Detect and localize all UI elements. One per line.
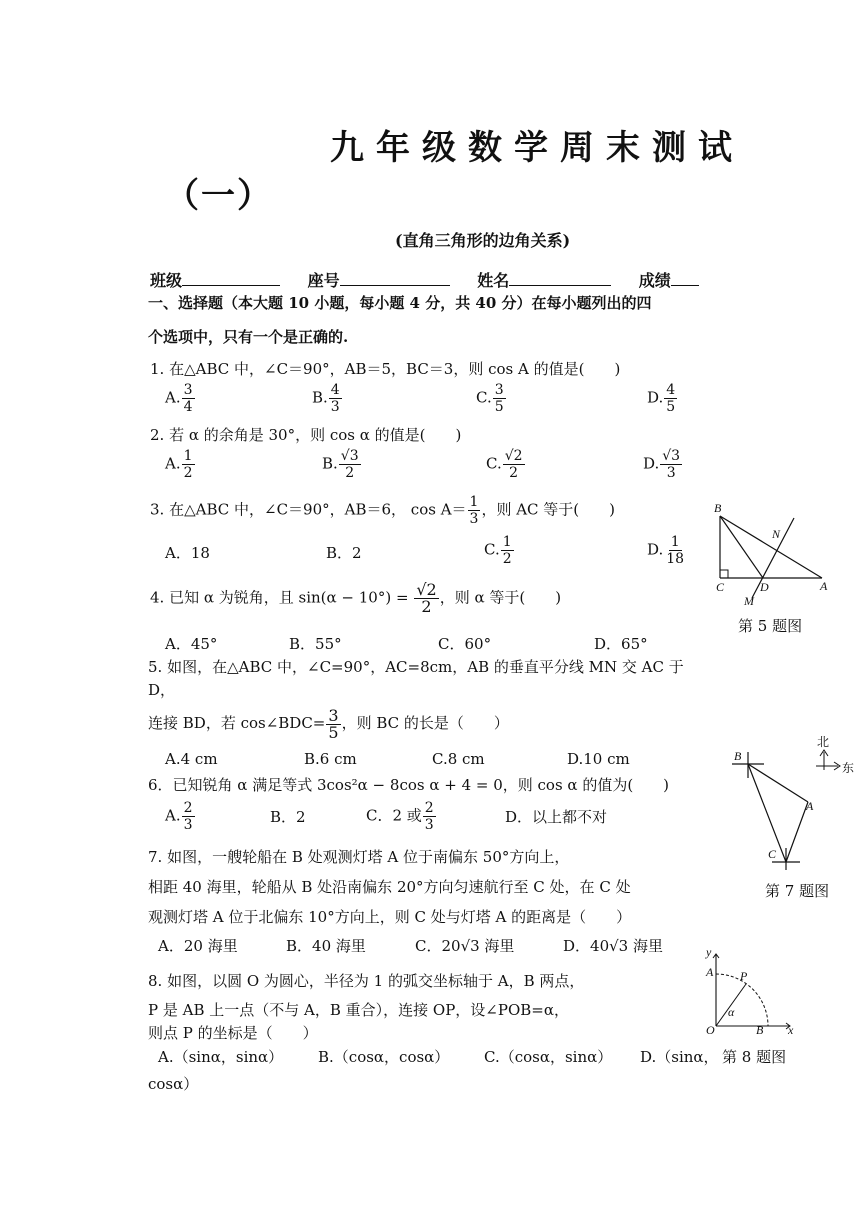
fig7-label-a: A <box>806 799 814 813</box>
q7-option-a[interactable]: A．20 海里 <box>158 937 238 955</box>
q4-stem: 4. 已知 α 为锐角，且 sin(α − 10°) = $\frac{√2}{2}$ ，则 α 等于( ) <box>150 580 562 616</box>
q1-stem: 1. 在△ABC 中，∠C＝90°，AB＝5，BC＝3，则 cos A 的值是( ) <box>150 360 621 378</box>
fig5-label-m: M <box>744 594 754 608</box>
fig5-label-n: N <box>772 527 781 541</box>
q8-option-d-cont: cosα） <box>148 1075 199 1093</box>
q7-option-d[interactable]: D．40√3 海里 <box>563 937 663 955</box>
class-label: 班级 <box>150 271 183 290</box>
q3-option-b[interactable]: B．2 <box>326 544 362 562</box>
q8-stem-line3: 则点 P 的坐标是（ ） <box>148 1024 318 1042</box>
q1-option-c[interactable]: C. $\frac{3}{5}$ <box>476 382 504 415</box>
q4-option-c[interactable]: C．60° <box>438 635 492 653</box>
fig7-north-label: 北 <box>817 735 830 749</box>
q3-stem: 3. 在△ABC 中，∠C＝90°，AB＝6， cos A＝ $\frac{1}{3}$ ，则 AC 等于( ) <box>150 494 616 527</box>
fig5-label-d: D <box>760 580 769 594</box>
q8-option-b[interactable]: B.（cosα，cosα） <box>318 1048 450 1066</box>
q8-stem: 8. 如图，以圆 O 为圆心，半径为 1 的弧交坐标轴于 A，B 两点， <box>148 972 585 990</box>
fig7-east-label: 东 <box>842 761 855 775</box>
fig8-label-b: B <box>756 1023 764 1036</box>
fig8-caption: 第 8 题图 <box>722 1048 787 1066</box>
q5-stem-cont: D， <box>148 681 176 699</box>
info-line <box>150 268 699 291</box>
q5-option-b[interactable]: B.6 cm <box>304 750 357 768</box>
fig5-label-a: A <box>820 579 828 593</box>
q6-option-a[interactable]: A. $\frac{2}{3}$ <box>165 800 193 833</box>
fig8-label-alpha: α <box>728 1005 735 1019</box>
q2-option-d[interactable]: D. $\frac{√3}{3}$ <box>643 448 681 481</box>
q7-stem-cont: 相距 40 海里，轮船从 B 处沿南偏东 20°方向匀速航行至 C 处，在 C 处 <box>148 878 631 896</box>
page-title: 九年级数学周末测试 <box>330 128 744 168</box>
q5-stem-line3: 连接 BD，若 cos∠BDC= $\frac{3}{5}$ ，则 BC 的长是（ ） <box>148 705 509 742</box>
q2-option-b[interactable]: B. $\frac{√3}{2}$ <box>322 448 359 481</box>
q7-option-b[interactable]: B．40 海里 <box>286 937 366 955</box>
q5-option-d[interactable]: D.10 cm <box>567 750 630 768</box>
q6-option-d[interactable]: D．以上都不对 <box>505 808 608 826</box>
q1-option-a[interactable]: A. $\frac{3}{4}$ <box>165 382 193 415</box>
fig5-caption: 第 5 题图 <box>738 617 803 635</box>
section-heading-cont: 个选项中，只有一个是正确的. <box>148 328 349 346</box>
q5-option-a[interactable]: A.4 cm <box>165 750 218 768</box>
q7-stem-line3: 观测灯塔 A 位于北偏东 10°方向上，则 C 处与灯塔 A 的距离是（ ） <box>148 908 632 926</box>
fig5-label-c: C <box>716 580 725 594</box>
fig8-label-y: y <box>706 945 712 959</box>
q1-option-b[interactable]: B. $\frac{4}{3}$ <box>312 382 340 415</box>
q4-option-a[interactable]: A．45° <box>165 635 218 653</box>
figure-8-diagram <box>700 944 800 1036</box>
q6-stem: 6．已知锐角 α 满足等式 3cos²α − 8cos α + 4 = 0，则 cos α 的值为( ) <box>148 776 670 794</box>
q4-option-b[interactable]: B．55° <box>289 635 342 653</box>
q8-option-d[interactable]: D.（sinα， <box>640 1048 719 1066</box>
seat-label: 座号 <box>307 271 340 290</box>
q6-option-c[interactable]: C．2 或 $\frac{2}{3}$ <box>366 800 434 833</box>
q8-stem-cont: P 是 AB 上一点（不与 A，B 重合），连接 OP，设∠POB=α， <box>148 1001 569 1019</box>
q8-option-c[interactable]: C.（cosα，sinα） <box>484 1048 613 1066</box>
subtitle: (直角三角形的边角关系) <box>395 231 571 250</box>
q2-option-c[interactable]: C. $\frac{√2}{2}$ <box>486 448 523 481</box>
q5-stem: 5. 如图，在△ABC 中，∠C=90°，AC=8cm，AB 的垂直平分线 MN 交 AC 于 <box>148 658 684 676</box>
fig5-label-b: B <box>714 501 722 515</box>
q6-option-b[interactable]: B．2 <box>270 808 306 826</box>
q5-option-c[interactable]: C.8 cm <box>432 750 485 768</box>
score-label: 成绩 <box>638 271 671 290</box>
fig8-label-x: x <box>788 1023 794 1036</box>
q7-option-c[interactable]: C．20√3 海里 <box>415 937 515 955</box>
q3-option-c[interactable]: C. $\frac{1}{2}$ <box>484 534 512 567</box>
q8-option-a[interactable]: A.（sinα，sinα） <box>158 1048 284 1066</box>
fig8-label-p: P <box>740 969 748 983</box>
q2-stem: 2. 若 α 的余角是 30°，则 cos α 的值是( ) <box>150 426 462 444</box>
figure-7-diagram <box>726 730 860 875</box>
score-blank[interactable] <box>671 271 699 286</box>
q3-option-d[interactable]: D. $\frac{1}{18}$ <box>647 534 685 567</box>
q1-option-d[interactable]: D. $\frac{4}{5}$ <box>647 382 676 415</box>
fig8-label-a: A <box>706 965 714 979</box>
figure-5-diagram <box>708 498 838 608</box>
section-heading: 一、选择题（本大题 10 小题，每小题 4 分，共 40 分）在每小题列出的四 <box>148 294 652 312</box>
fig7-label-b: B <box>734 749 742 763</box>
q3-option-a[interactable]: A．18 <box>165 544 210 562</box>
q2-option-a[interactable]: A. $\frac{1}{2}$ <box>165 448 193 481</box>
fig8-label-o: O <box>706 1023 715 1036</box>
name-label: 姓名 <box>477 271 510 290</box>
fig7-caption: 第 7 题图 <box>765 882 830 900</box>
q7-stem: 7. 如图，一艘轮船在 B 处观测灯塔 A 位于南偏东 50°方向上， <box>148 848 570 866</box>
name-blank[interactable] <box>509 271 611 286</box>
page-title-part: （一） <box>165 176 273 216</box>
fig7-label-c: C <box>768 847 777 861</box>
seat-blank[interactable] <box>340 271 450 286</box>
q4-option-d[interactable]: D．65° <box>594 635 648 653</box>
class-blank[interactable] <box>182 271 280 286</box>
